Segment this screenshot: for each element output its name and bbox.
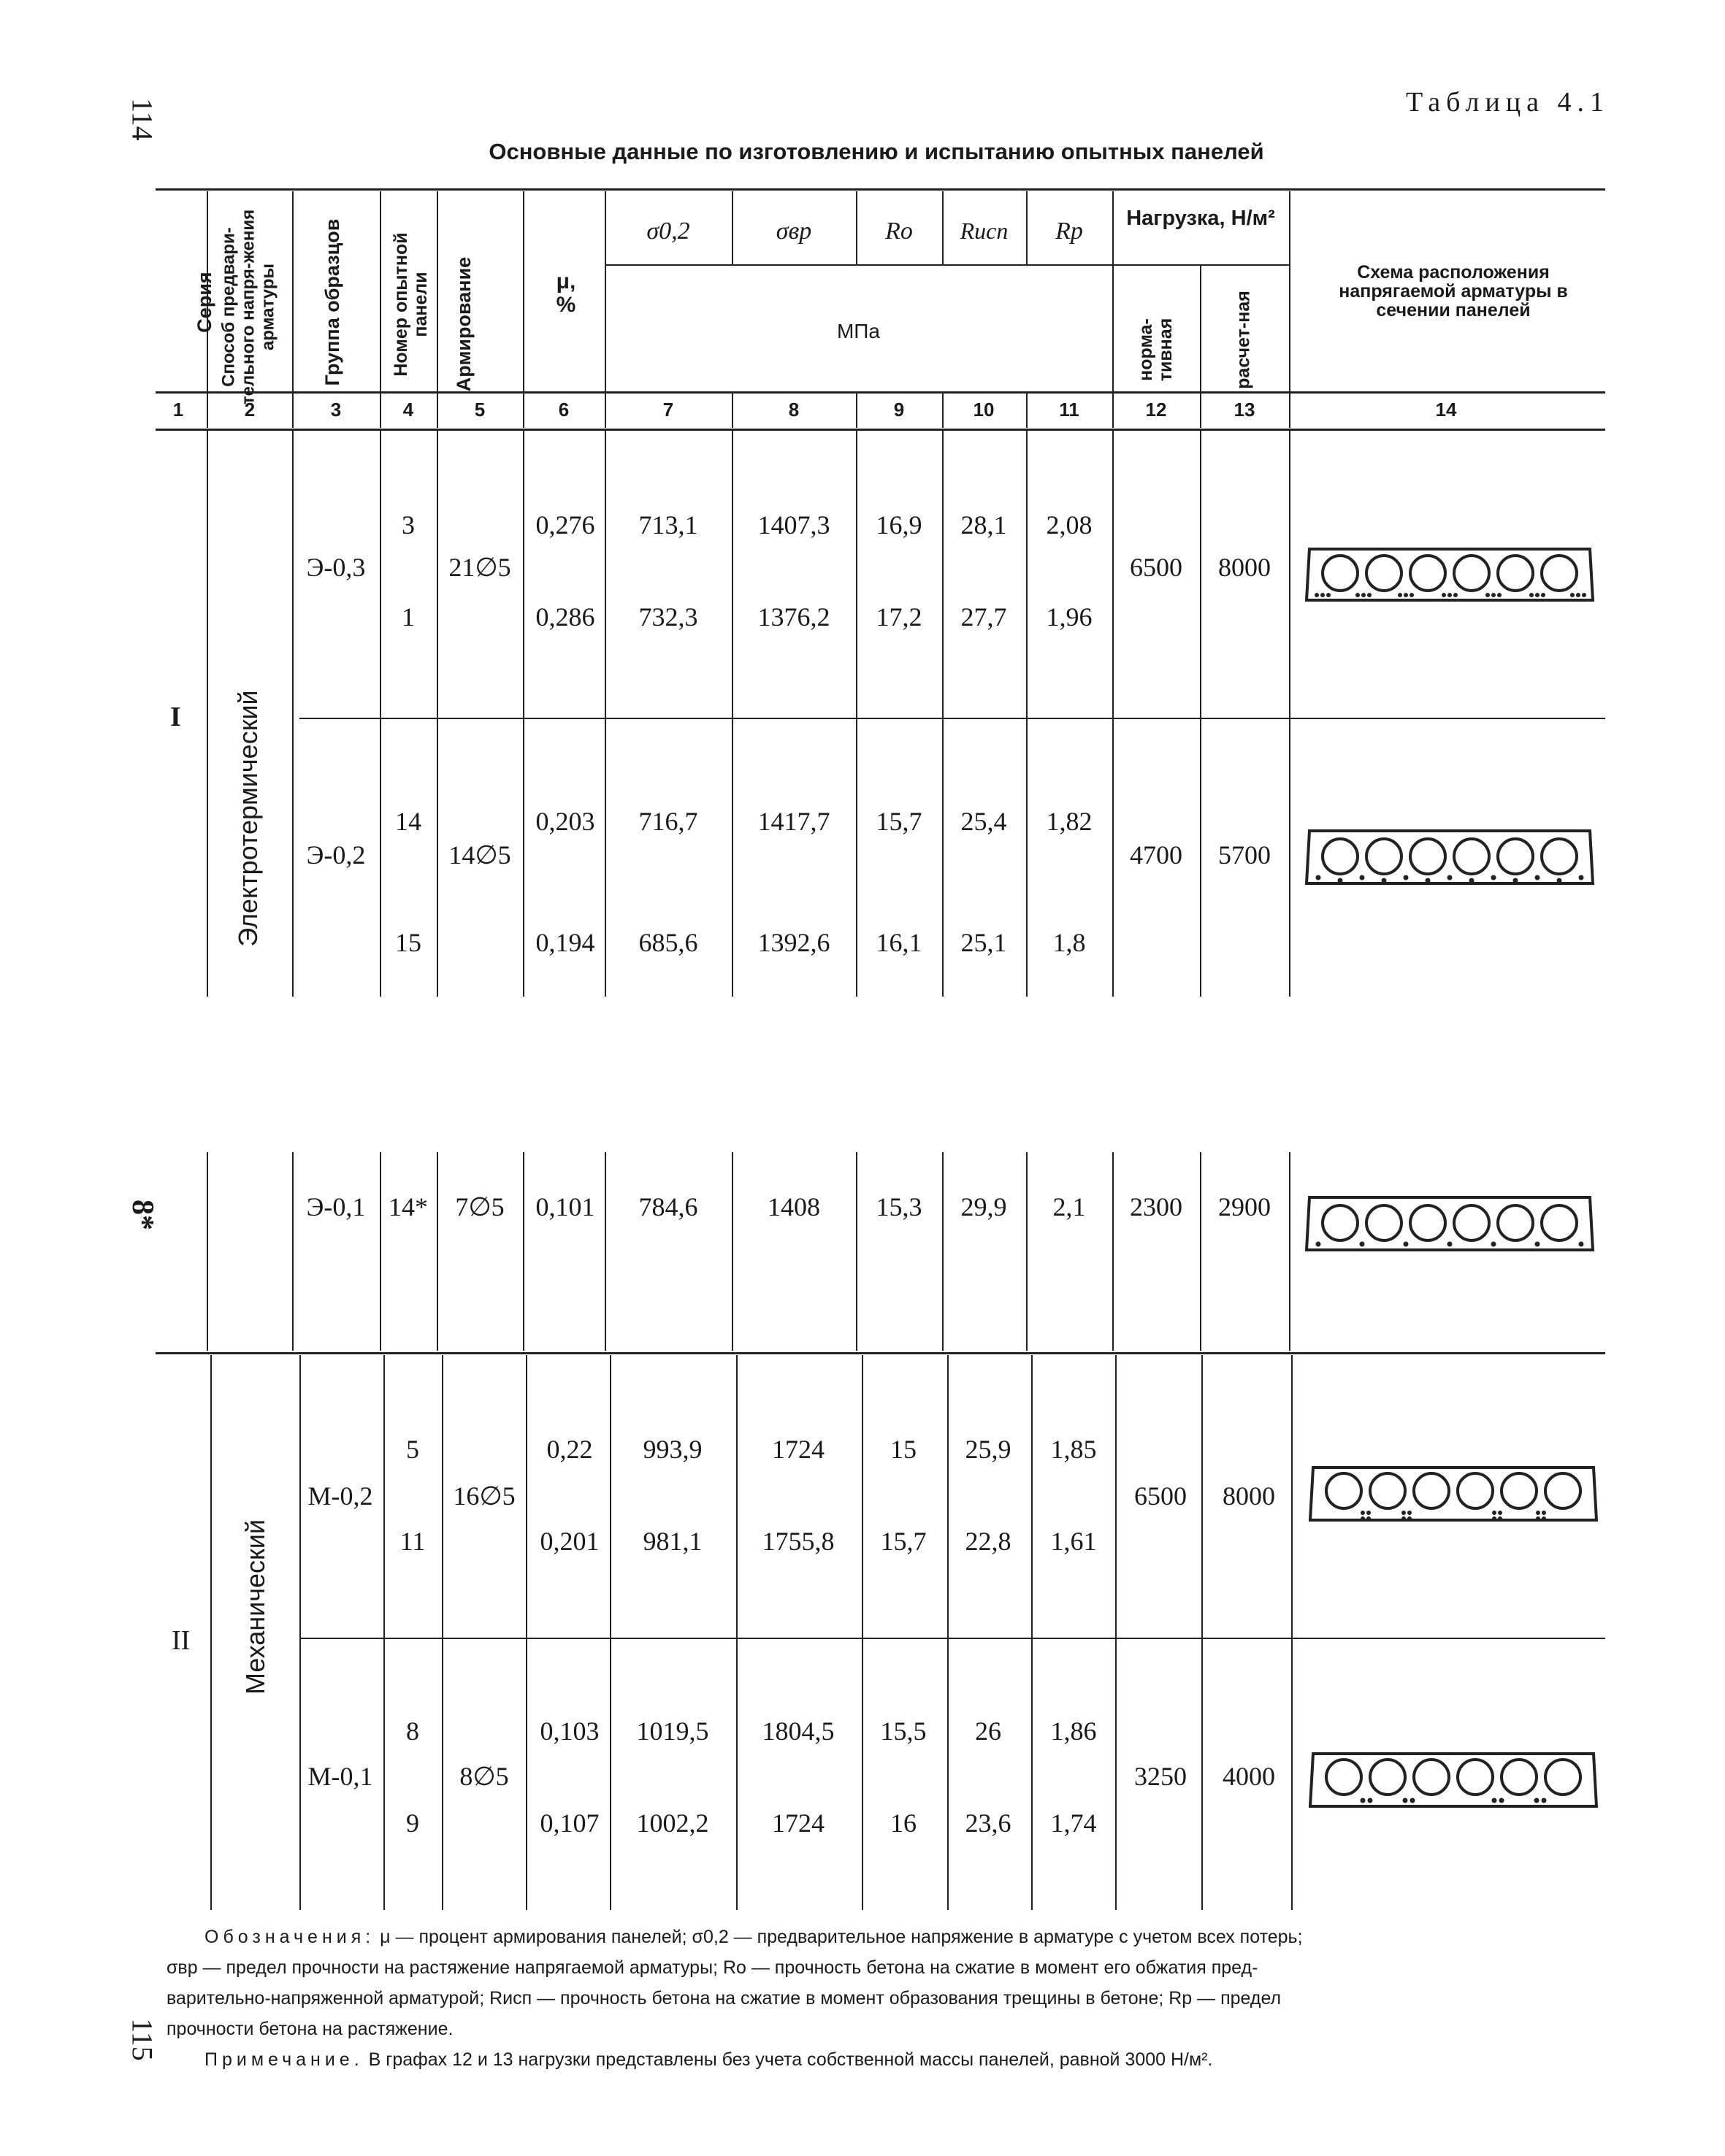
notes-line4: прочности бетона на растяжение. bbox=[167, 2019, 454, 2039]
ro-value: 16,9 bbox=[876, 510, 922, 540]
risp-value: 27,7 bbox=[960, 602, 1007, 632]
armirovanie: 8∅5 bbox=[459, 1762, 509, 1791]
ro-value: 16,1 bbox=[876, 928, 922, 957]
load-normative: 3250 bbox=[1134, 1762, 1187, 1791]
mu-value: 0,276 bbox=[535, 510, 595, 540]
scheme-5 bbox=[1307, 1746, 1599, 1812]
load-normative: 4700 bbox=[1130, 840, 1182, 870]
header-scheme: Схема расположения напрягаемой арматуры в сечении панелей bbox=[1339, 262, 1568, 321]
column-number: 10 bbox=[973, 399, 995, 421]
group-name: Э-0,2 bbox=[306, 840, 366, 870]
oboz-label: Обозначения: bbox=[204, 1927, 375, 1947]
column-number: 6 bbox=[558, 399, 570, 421]
load-calc: 8000 bbox=[1218, 553, 1271, 582]
load-normative: 2300 bbox=[1130, 1192, 1182, 1221]
prim-text: В графах 12 и 13 нагрузки представлены без учета собственной массы панелей, равной 3000 Н/м². bbox=[368, 2049, 1213, 2070]
sigma02-value: 716,7 bbox=[638, 807, 698, 836]
panel-number: 11 bbox=[399, 1527, 426, 1556]
sigma02-value: 713,1 bbox=[638, 510, 698, 540]
load-calc: 2900 bbox=[1218, 1192, 1271, 1221]
notes-text1: μ — процент армирования панелей; σ0,2 — предварительное напряжение в арматуре с учетом всех потерь; bbox=[380, 1927, 1303, 1947]
sigma02-value: 784,6 bbox=[638, 1192, 698, 1221]
header-calc: расчет-ная bbox=[1233, 291, 1254, 389]
sigma-vr-value: 1724 bbox=[772, 1808, 825, 1838]
rp-value: 2,1 bbox=[1052, 1192, 1086, 1221]
mu-value: 0,107 bbox=[540, 1808, 600, 1838]
ro-value: 15 bbox=[890, 1435, 917, 1464]
notes-line2: σвр — предел прочности на растяжение напрягаемой арматуры; Rо — прочность бетона на сжатие в момент его обжатия пред- bbox=[167, 1957, 1258, 1978]
column-number: 4 bbox=[402, 399, 414, 421]
sigma-vr-value: 1724 bbox=[772, 1435, 825, 1464]
sigma02-value: 685,6 bbox=[638, 928, 698, 957]
prim-label: Примечание. bbox=[204, 2049, 364, 2070]
right-page-number: 115 bbox=[126, 2018, 159, 2061]
ro-value: 15,7 bbox=[876, 807, 922, 836]
ro-value: 15,7 bbox=[880, 1527, 927, 1556]
risp-value: 26 bbox=[975, 1716, 1001, 1746]
risp-value: 23,6 bbox=[965, 1808, 1011, 1838]
header-panel: Номер опытной панели bbox=[391, 232, 431, 377]
scheme-3 bbox=[1304, 1190, 1596, 1256]
scheme-4 bbox=[1307, 1460, 1599, 1526]
risp-value: 25,9 bbox=[965, 1435, 1011, 1464]
header-group: Группа образцов bbox=[321, 218, 343, 386]
risp-value: 29,9 bbox=[960, 1192, 1007, 1221]
sigma02-value: 993,9 bbox=[643, 1435, 703, 1464]
scheme-1 bbox=[1304, 540, 1596, 606]
column-number: 2 bbox=[244, 399, 256, 421]
load-normative: 6500 bbox=[1134, 1481, 1187, 1511]
sigma-vr-value: 1376,2 bbox=[757, 602, 830, 632]
header-mpa: МПа bbox=[836, 320, 881, 342]
column-number: 14 bbox=[1435, 399, 1457, 421]
rp-value: 1,74 bbox=[1050, 1808, 1097, 1838]
mu-value: 0,194 bbox=[535, 928, 595, 957]
rp-value: 1,82 bbox=[1046, 807, 1093, 836]
notes-line3: варительно-напряженной арматурой; Rисп — прочность бетона на сжатие в момент образования трещины в бетоне; Rр — предел bbox=[167, 1988, 1282, 2009]
header-s02: σ0,2 bbox=[646, 218, 690, 245]
panel-number: 3 bbox=[402, 510, 415, 540]
mu-value: 0,201 bbox=[540, 1527, 600, 1556]
ro-value: 15,3 bbox=[876, 1192, 922, 1221]
method-mech: Механический bbox=[240, 1519, 270, 1695]
sigma02-value: 732,3 bbox=[638, 602, 698, 632]
ro-value: 16 bbox=[890, 1808, 917, 1838]
sigma02-value: 1019,5 bbox=[636, 1716, 709, 1746]
method-electro: Электротермический bbox=[233, 690, 263, 947]
header-svr: σвр bbox=[776, 218, 812, 245]
rp-value: 1,61 bbox=[1050, 1527, 1097, 1556]
rp-value: 1,8 bbox=[1052, 928, 1086, 957]
group-name: Э-0,1 bbox=[306, 1192, 366, 1221]
series-I: I bbox=[170, 702, 181, 732]
armirovanie: 14∅5 bbox=[448, 840, 511, 870]
column-number: 5 bbox=[474, 399, 486, 421]
load-calc: 8000 bbox=[1223, 1481, 1275, 1511]
notes-line1 bbox=[204, 1922, 1303, 1952]
header-method: Способ предвари-тельного напря-жения арматуры bbox=[218, 209, 278, 405]
header-rp: Rр bbox=[1055, 218, 1083, 245]
notes-prim bbox=[204, 2044, 1212, 2075]
header-arm: Армирование bbox=[453, 256, 475, 392]
sigma-vr-value: 1407,3 bbox=[757, 510, 830, 540]
panel-number: 14* bbox=[389, 1192, 428, 1221]
risp-value: 22,8 bbox=[965, 1527, 1011, 1556]
sigma-vr-value: 1417,7 bbox=[757, 807, 830, 836]
ro-value: 15,5 bbox=[880, 1716, 927, 1746]
load-calc: 4000 bbox=[1223, 1762, 1275, 1791]
series-II: II bbox=[172, 1625, 191, 1656]
mu-value: 0,103 bbox=[540, 1716, 600, 1746]
load-normative: 6500 bbox=[1130, 553, 1182, 582]
column-number: 1 bbox=[172, 399, 184, 421]
group-name: Э-0,3 bbox=[306, 553, 366, 582]
mu-value: 0,203 bbox=[535, 807, 595, 836]
group-name: М-0,2 bbox=[307, 1481, 373, 1511]
armirovanie: 7∅5 bbox=[455, 1192, 505, 1221]
panel-number: 14 bbox=[395, 807, 421, 836]
armirovanie: 16∅5 bbox=[453, 1481, 516, 1511]
rp-value: 2,08 bbox=[1046, 510, 1093, 540]
risp-value: 25,4 bbox=[960, 807, 1007, 836]
mu-value: 0,286 bbox=[535, 602, 595, 632]
header-risp: Rисп bbox=[960, 218, 1009, 244]
sigma-vr-value: 1392,6 bbox=[757, 928, 830, 957]
column-number: 3 bbox=[330, 399, 342, 421]
left-page-number: 114 bbox=[126, 98, 159, 141]
rp-value: 1,96 bbox=[1046, 602, 1093, 632]
armirovanie: 21∅5 bbox=[448, 553, 511, 582]
panel-number: 9 bbox=[406, 1808, 419, 1838]
table-label: Таблица 4.1 bbox=[1406, 87, 1610, 118]
rp-value: 1,85 bbox=[1050, 1435, 1097, 1464]
column-number: 9 bbox=[893, 399, 905, 421]
sigma02-value: 1002,2 bbox=[636, 1808, 709, 1838]
header-ro: Ro bbox=[885, 218, 913, 245]
column-number: 13 bbox=[1233, 399, 1255, 421]
header-mu: μ, % bbox=[556, 269, 576, 317]
panel-number: 8 bbox=[406, 1716, 419, 1746]
ro-value: 17,2 bbox=[876, 602, 922, 632]
column-number: 11 bbox=[1059, 399, 1079, 421]
margin-mark: 8* bbox=[126, 1200, 159, 1230]
header-load: Нагрузка, Н/м² bbox=[1126, 207, 1275, 230]
load-calc: 5700 bbox=[1218, 840, 1271, 870]
risp-value: 25,1 bbox=[960, 928, 1007, 957]
header-norm: норма-тивная bbox=[1136, 318, 1176, 382]
rp-value: 1,86 bbox=[1050, 1716, 1097, 1746]
sigma-vr-value: 1755,8 bbox=[762, 1527, 835, 1556]
sigma-vr-value: 1408 bbox=[768, 1192, 820, 1221]
panel-number: 5 bbox=[406, 1435, 419, 1464]
sigma02-value: 981,1 bbox=[643, 1527, 703, 1556]
mu-value: 0,101 bbox=[535, 1192, 595, 1221]
mu-value: 0,22 bbox=[546, 1435, 593, 1464]
panel-number: 1 bbox=[402, 602, 415, 632]
scheme-2 bbox=[1304, 824, 1596, 889]
column-number: 8 bbox=[788, 399, 800, 421]
risp-value: 28,1 bbox=[960, 510, 1007, 540]
sigma-vr-value: 1804,5 bbox=[762, 1716, 835, 1746]
column-number: 7 bbox=[662, 399, 674, 421]
page-title: Основные данные по изготовлению и испытанию опытных панелей bbox=[489, 139, 1264, 164]
group-name: М-0,1 bbox=[307, 1762, 373, 1791]
header-seriya: Серия bbox=[194, 272, 215, 333]
column-number: 12 bbox=[1145, 399, 1167, 421]
panel-number: 15 bbox=[395, 928, 421, 957]
